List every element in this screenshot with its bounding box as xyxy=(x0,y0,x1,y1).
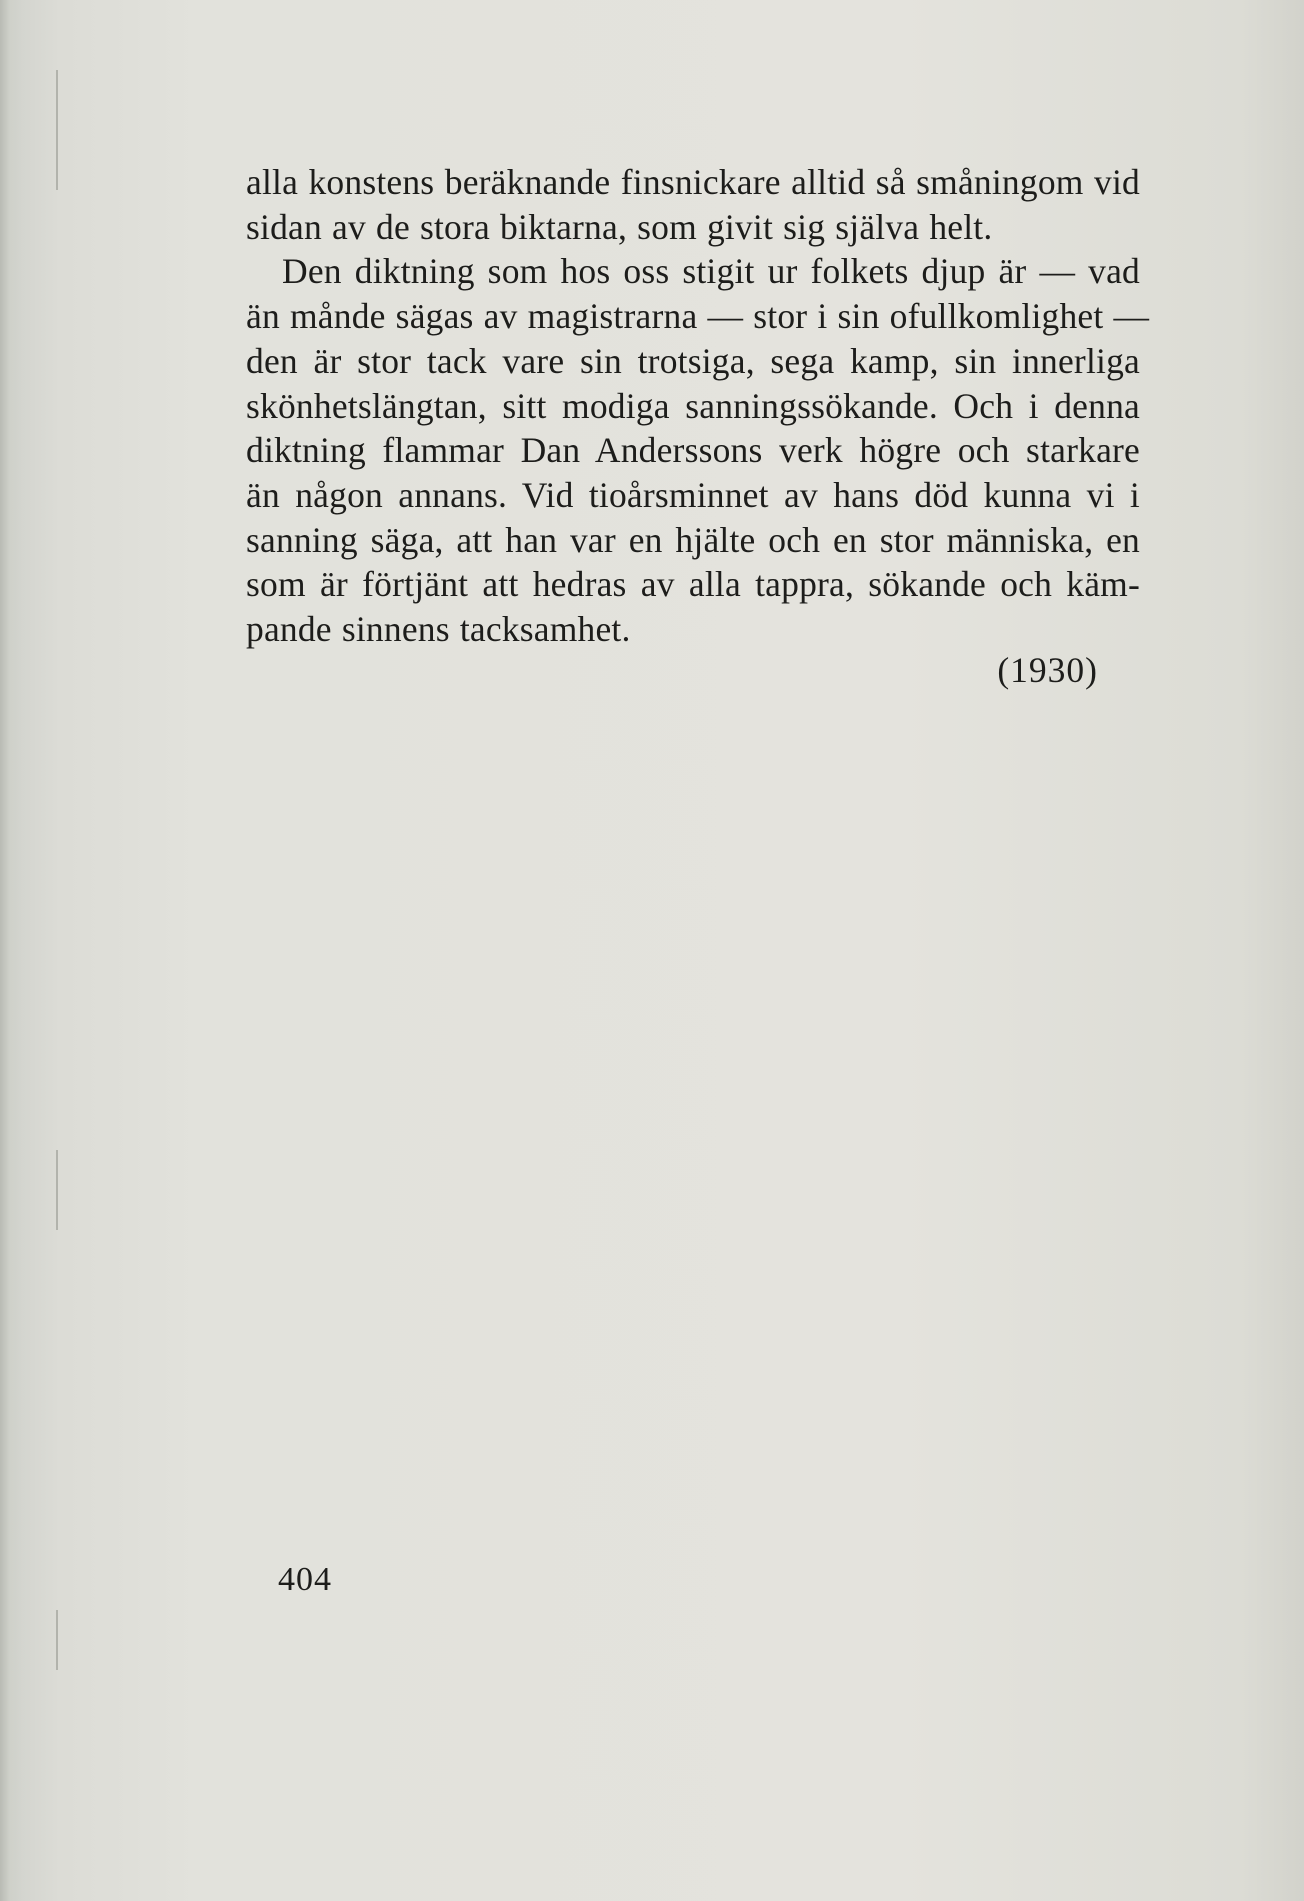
spine-mark xyxy=(56,1610,58,1670)
spine-mark xyxy=(56,1150,58,1230)
text-line: sanning säga, att han var en hjälte och en stor människa, en xyxy=(246,519,1140,560)
text-line: skönhetslängtan, sitt modiga sanningssökande. Och i denna xyxy=(246,385,1140,426)
page-number: 404 xyxy=(278,1561,332,1598)
text-line: än någon annans. Vid tioårsminnet av hans död kunna vi i xyxy=(246,474,1140,515)
page-spine-shadow xyxy=(0,0,22,1901)
text-line: pande sinnens tacksamhet. xyxy=(246,609,631,650)
text-line: diktning flammar Dan Anderssons verk högre och starkare xyxy=(246,430,1140,471)
paragraph-1 xyxy=(246,160,1140,249)
text-line: alla konstens beräknande finsnickare alltid så småningom vid xyxy=(246,162,1140,202)
spine-mark xyxy=(56,70,58,190)
text-line: som är förtjänt att hedras av alla tappra, sökande och käm- xyxy=(246,564,1140,605)
text-line: den är stor tack vare sin trotsiga, sega kamp, sin innerliga xyxy=(246,340,1140,381)
text-line: sidan av de stora biktarna, som givit sig själva helt. xyxy=(246,206,993,247)
text-line: Den diktning som hos oss stigit ur folkets djup är — vad xyxy=(282,251,1140,292)
paragraph-2 xyxy=(246,249,1150,651)
publication-year: (1930) xyxy=(997,650,1098,690)
body-text xyxy=(246,160,1150,652)
text-line: än månde sägas av magistrarna — stor i sin ofullkomlighet — xyxy=(246,296,1150,337)
